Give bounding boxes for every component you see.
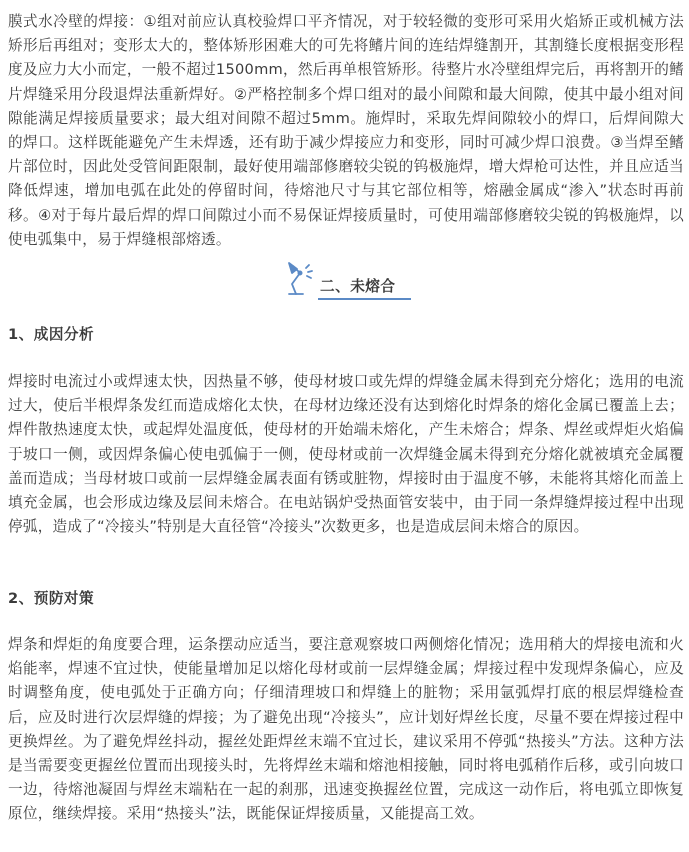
cause-heading: 1、成因分析 xyxy=(8,326,95,343)
section-underline xyxy=(318,298,411,300)
desk-lamp-icon xyxy=(280,258,320,298)
section-title xyxy=(0,258,689,302)
cause-paragraph: 焊接时电流过小或焊速太快，因热量不够，使母材坡口或先焊的焊缝金属未得到充分熔化；选用的电流过大，使后半根焊条发红而造成熔化太快，在母材边缘还没有达到熔化时焊条的熔化金属已覆盖上去；焊件散热速度太快，或起焊处温度低，使母材的开始端未熔化，产生未熔合；焊条、焊丝或焊炬火焰偏于坡口一侧，或因焊条偏心使电弧偏于一侧，使母材或前一次焊缝金属未得到充分熔化就被填充金属覆盖而造成；当母材坡口或前一层焊缝金属表面有锈或脏物，焊接时由于温度不够，未能将其熔化而盖上填充金属，也会形成边缘及层间未熔合。在电站锅炉受热面管安装中，由于同一条焊缝焊接过程中出现停弧，造成了“冷接头”特别是大直径管“冷接头”次数更多，也是造成层间未熔合的原因。 xyxy=(8,373,684,536)
section-heading: 二、未熔合 xyxy=(320,278,396,295)
prevent-heading: 2、预防对策 xyxy=(8,590,95,607)
prevent-paragraph: 焊条和焊炬的角度要合理，运条摆动应适当，要注意观察坡口两侧熔化情况；选用稍大的焊接电流和火焰能率，焊速不宜过快，使能量增加足以熔化母材或前一层焊缝金属；焊接过程中发现焊条偏心，应及时调整角度，使电弧处于正确方向；仔细清理坡口和焊缝上的脏物；采用氩弧焊打底的根层焊缝检查后，应及时进行次层焊缝的焊接；为了避免出现“冷接头”，应计划好焊丝长度，尽量不要在焊接过程中更换焊丝。为了避免焊丝抖动，握丝处距焊丝末端不宜过长，建议采用不停弧“热接头”方法。这种方法是当需要变更握丝位置而出现接头时，先将焊丝末端和熔池相接触，同时将电弧稍作后移，或引向坡口一边，待熔池凝固与焊丝末端粘在一起的刹那，迅速变换握丝位置，完成这一动作后，将电弧立即恢复原位，继续焊接。采用“热接头”法，既能保证焊接质量，又能提高工效。 xyxy=(8,636,684,823)
intro-paragraph: 膜式水冷壁的焊接：①组对前应认真校验焊口平齐情况，对于较轻微的变形可采用火焰矫正或机械方法矫形后再组对；变形太大的，整体矫形困难大的可先将鳍片间的连结焊缝割开，其割缝长度根据变形程度及应力大小而定，一般不超过1500mm，然后再单根管矫形。待整片水冷壁组焊完后，再将割开的鳍片焊缝采用分段退焊法重新焊好。②严格控制多个焊口组对的最小间隙和最大间隙，使其中最小组对间隙能满足焊接质量要求；最大组对间隙不超过5mm。施焊时，采取先焊间隙较小的焊口，后焊间隙大的焊口。这样既能避免产生未焊透，还有助于减少焊接应力和变形，同时可减少焊口浪费。③当焊至鳍片部位时，因此处受管间距限制，最好使用端部修磨较尖锐的钨极施焊，增大焊枪可达性，并且应适当降低焊速，增加电弧在此处的停留时间，待熔池尺寸与其它部位相等，熔融金属成“渗入”状态时再前移。④对于每片最后焊的焊口间隙过小而不易保证焊接质量时，可使用端部修磨较尖锐的钨极施焊，以使电弧集中，易于焊缝根部熔透。 xyxy=(8,13,684,248)
